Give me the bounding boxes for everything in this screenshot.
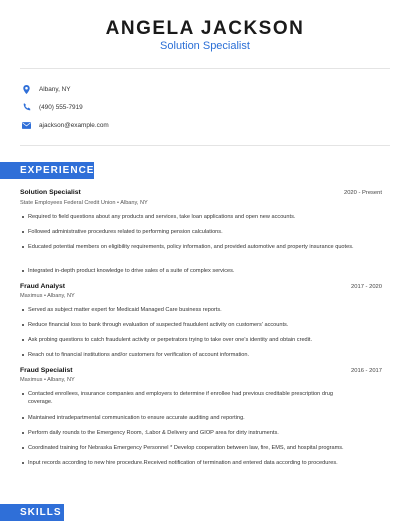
- job-org-line: State Employees Federal Credit Union • Albany, NY: [20, 200, 148, 206]
- job-org: Maximus: [20, 293, 43, 299]
- contact-email: [22, 119, 109, 131]
- job-org: State Employees Federal Credit Union: [20, 200, 116, 206]
- contact-phone: [22, 101, 83, 113]
- experience-heading: EXPERIENCE: [0, 162, 94, 179]
- job-location: Albany, NY: [120, 200, 148, 206]
- job-dates: 2020 - Present: [343, 190, 382, 196]
- job-title: Fraud Analyst: [20, 283, 66, 290]
- job-bullet: Reach out to financial institutions and/or customers for verification of account information.: [28, 351, 358, 359]
- job-bullet: Reduce financial loss to bank through evaluation of suspected fraudulent activity on customers' accounts.: [28, 321, 358, 329]
- job-title: Solution Specialist: [20, 189, 81, 196]
- location-text: Albany, NY: [39, 85, 71, 93]
- job-dates: 2017 - 2020: [351, 284, 382, 290]
- envelope-icon: [22, 121, 31, 130]
- location-pin-icon: [22, 85, 31, 94]
- job-bullet: Input records according to new hire procedure.Received notification of termination and entered data according to procedures.: [28, 459, 358, 467]
- job-org-line: Maximus • Albany, NY: [20, 377, 75, 383]
- phone-text: (490) 555-7919: [39, 103, 83, 111]
- candidate-title: Solution Specialist: [160, 40, 250, 52]
- job-dates: 2016 - 2017: [351, 368, 382, 374]
- email-text: ajackson@example.com: [39, 121, 109, 129]
- job-org: Maximus: [20, 377, 43, 383]
- job-bullet: Served as subject matter expert for Medicaid Managed Care business reports.: [28, 306, 358, 314]
- header-divider: [20, 68, 390, 69]
- job-bullet: Maintained intradepartmental communication to ensure accurate auditing and reporting.: [28, 414, 358, 422]
- job-bullet: Integrated in-depth product knowledge to drive sales of a suite of complex services.: [28, 267, 358, 275]
- job-bullet: Perform daily rounds to the Emergency Room, :Labor & Delivery and GIOP area for dirty instruments.: [28, 429, 358, 437]
- job-org-line: Maximus • Albany, NY: [20, 293, 75, 299]
- job-bullet: Required to field questions about any products and services, take loan applications and open new accounts.: [28, 213, 358, 221]
- contact-location: [22, 83, 71, 95]
- candidate-name: ANGELA JACKSON: [105, 18, 305, 39]
- job-location: Albany, NY: [47, 293, 75, 299]
- job-bullet: Contacted enrollees, insurance companies and employers to determine if enrollee had previous creditable prescription drug coverage.: [28, 390, 358, 407]
- job-bullet: Followed administrative procedures related to performing pension calculations.: [28, 228, 358, 236]
- job-title: Fraud Specialist: [20, 367, 73, 374]
- job-bullet: Educated potential members on eligibility requirements, policy information, and provided automotive and property insurance quotes.: [28, 243, 358, 251]
- job-location: Albany, NY: [47, 377, 75, 383]
- phone-icon: [22, 103, 31, 112]
- contact-divider: [20, 145, 390, 146]
- job-bullet: Ask probing questions to catch fraudulent activity or perpetrators trying to take over one's identity and obtain credit.: [28, 336, 358, 344]
- job-bullet: Coordinated training for Nebraska Emergency Personnel * Develop cooperation between law, fire, EMS, and hospital programs.: [28, 444, 358, 452]
- skills-heading: SKILLS: [0, 504, 64, 521]
